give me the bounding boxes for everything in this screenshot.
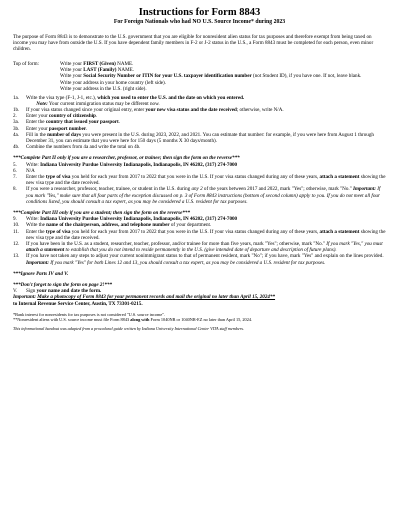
text-run: Write your	[60, 73, 84, 80]
footnote-2-pre: **Nonresident aliens with U.S. source income must file Form 8843	[13, 317, 131, 323]
item-number: 3a.	[13, 119, 20, 126]
instruction-item	[13, 144, 386, 150]
item-text	[26, 144, 386, 150]
item-text	[26, 132, 386, 144]
text-run: If you have been in the U.S. as a student, researcher, teacher, professor, and/or trainee for more than five years, mark "Yes"; otherwise, mark "No."	[26, 241, 327, 248]
sign-reminder: ***Don't forget to sign the form on page 2!***	[13, 282, 113, 289]
item-number: 2.	[13, 113, 17, 120]
text-run: NAME.	[116, 67, 134, 73]
text-run: .	[95, 113, 98, 120]
text-run: any 2	[191, 186, 203, 193]
text-run: Indiana University Purdue University Indianapolis, Indianapolis, IN 46202, (317) 274-7000	[40, 216, 238, 223]
text-run: you held for each year from 2017 to 2022 that you were in the U.S. If your visa status changed during any of these years,	[70, 228, 320, 235]
item-bold: your name and date the form.	[36, 288, 102, 295]
top-of-form-line	[60, 86, 386, 92]
item-number: 12.	[13, 241, 20, 248]
item-number: V.	[13, 288, 18, 295]
irs-address: to Internal Revenue Service Center, Austin, TX 73301-0215.	[13, 300, 143, 307]
text-run: LAST (Family)	[83, 67, 117, 73]
text-run: which you used to enter the U.S. and the date on which you entered.	[97, 94, 245, 101]
text-run: Write your address in your home country (left side).	[60, 79, 167, 86]
instruction-item	[13, 241, 386, 253]
top-of-form-line	[60, 73, 386, 79]
text-run: Fill in the	[26, 131, 48, 138]
text-run	[26, 101, 36, 107]
footnote-1: *Bank interest for nonresidents for tax purposes is not considered "U.S. source income".	[13, 311, 166, 317]
text-run: Indiana University Purdue University Indianapolis, Indianapolis, IN 46202, (317) 274-7000	[40, 161, 238, 168]
text-run: Enter the	[26, 174, 46, 180]
text-run: Write the	[26, 222, 47, 229]
text-run: N/A	[26, 167, 35, 174]
text-run: showing the new visa type and the date received.	[26, 228, 386, 241]
instruction-item	[13, 253, 386, 265]
text-run: If your visa status changed since your original entry, enter	[26, 106, 146, 113]
closing-note: This informational handout was adapted from a procedural guide written by Indiana University International Center VITA staff members.	[13, 326, 244, 332]
text-run: of the years between 2017 and 2022, mark "Yes"; otherwise, mark "No."	[202, 186, 354, 193]
instruction-item	[13, 229, 386, 241]
important-text: Make a photocopy of Form 8843 for your permanent records and mail the original no later than April 15, 2024**	[37, 294, 276, 301]
footnote-2-bold: along with	[130, 317, 150, 323]
text-run: Enter your	[26, 113, 49, 120]
ignore-note: ***Ignore Parts IV and V.	[13, 270, 69, 277]
text-run: Write the visa type (F-1, J-1, etc.),	[26, 94, 98, 101]
footnote-2	[13, 317, 386, 322]
top-of-form-label: Top of form:	[13, 60, 39, 67]
top-of-form-line	[60, 61, 386, 67]
important-label: Important:	[13, 294, 36, 301]
text-run: attach a statement	[26, 247, 65, 254]
item-number: 1b.	[13, 106, 20, 113]
item-number: 6.	[13, 167, 17, 174]
item-text	[26, 253, 386, 265]
item-number: 4b.	[13, 144, 20, 151]
page-subtitle: For Foreign Nationals who had NO U.S. Source Income* during 2023	[113, 19, 286, 25]
text-run: .	[118, 119, 121, 126]
text-run: If you mark "Yes," you must	[326, 241, 383, 248]
text-run: attach a statement	[319, 228, 360, 235]
text-run: .	[86, 125, 88, 132]
item-text	[26, 229, 386, 241]
text-run: attach a statement	[319, 174, 360, 180]
text-run: Write your	[60, 67, 84, 73]
item-number: 3b.	[13, 125, 20, 132]
text-run: passport number	[48, 125, 87, 132]
part1-items	[13, 95, 386, 151]
text-run: Combine the numbers from 4a and write the total on 4b.	[26, 144, 141, 151]
text-run: of your department.	[169, 222, 212, 229]
text-run: Enter your	[26, 125, 49, 132]
text-run: FIRST (Given)	[83, 60, 116, 67]
text-run: If you were a researcher, professor, teacher, trainee, or student in the U.S. during	[26, 186, 192, 193]
instruction-item	[13, 174, 386, 186]
item-text	[26, 95, 386, 107]
part3-heading: ***Complete Part III only if you are a student; then sign the form on the reverse***	[13, 210, 191, 217]
item-number: 10.	[13, 222, 20, 229]
item-number: 9.	[13, 216, 17, 223]
text-run: Note:	[36, 100, 48, 107]
text-run: Your current immigration status may be different now.	[47, 100, 160, 107]
text-run: country that issued your passport	[45, 119, 119, 126]
text-run: Write your address in the U.S. (right side).	[60, 86, 147, 93]
text-run: If you mark "Yes," make sure that all four parts of the exception discussed on p. 3 of Form 8843 instructions (bottom of second column) apply to you. If you do not meet all four conditions listed, you should consult a tax expert, as you may be considered a U.S. resident for tax purposes.	[26, 186, 381, 205]
part3-items	[13, 216, 386, 266]
text-run: If you have not taken any steps to adjust your current nonimmigrant status to that of permanent resident, mark "No"; if you have, mark "Yes" and explain on the lines provided.	[26, 253, 384, 260]
text-run: type of visa	[45, 174, 71, 180]
text-run: country of citizenship	[48, 113, 96, 120]
item-number: 11.	[13, 228, 20, 235]
item-number: 8.	[13, 186, 17, 193]
instruction-item	[13, 186, 386, 205]
item-text	[26, 241, 386, 253]
instruction-item	[13, 95, 386, 107]
text-run: number of days	[47, 131, 81, 138]
part2-heading: ***Complete Part II only if you are a researcher, professor, or trainee; then sign the form on the reverse***	[13, 155, 240, 162]
item-number: 5.	[13, 161, 17, 168]
part2-items	[13, 162, 386, 205]
text-run: type of visa	[45, 228, 71, 235]
text-run: you were present in the U.S. during 2023, 2022, and 2021. You can estimate that number: for example, if you were here from August 1 through December 31, you can estimate that you were here for 150 days (5 months X 30 days/month).	[26, 131, 374, 144]
item-text	[26, 174, 386, 186]
text-run: If you mark "Yes" for both Lines 12 and 13, you should consult a tax expert, as you may be considered a U.S. resident for tax purposes.	[48, 259, 326, 266]
item-number: 1a.	[13, 94, 20, 101]
text-run: Write:	[26, 216, 41, 223]
item-number: 4a.	[13, 131, 20, 138]
text-run: ; otherwise, write N/A.	[236, 106, 284, 113]
top-of-form-section	[13, 61, 386, 93]
text-run: your new visa status and the date received	[145, 106, 237, 113]
item-number: 13.	[13, 253, 20, 260]
footnote-2-post: Form 1040NR or 1040NR-EZ no later than April 15, 2024.	[149, 317, 253, 323]
text-run: Social Security Number or ITIN for your U.S. taxpayer identification number	[83, 73, 252, 80]
top-of-form-lines	[60, 61, 386, 93]
text-run: Important:	[26, 259, 49, 266]
purpose-paragraph: The purpose of Form 8843 is to demonstrate to the U.S. government that you are eligible for nonresident alien status for tax purposes and therefore exempt from being taxed on income you may have from outside the U.S. If you have dependent family members in F-2 or J-2 status in the U.S., a Form 8843 must be completed for each person, even minor children.	[13, 34, 374, 53]
text-run: Enter the	[26, 119, 46, 126]
item-text	[26, 186, 386, 205]
text-run: name of the chairperson, address, and telephone number	[46, 222, 170, 229]
instruction-item	[13, 132, 386, 144]
text-run: Important:	[353, 186, 376, 193]
text-run: (not Student ID), if you have one. If not, leave blank.	[251, 73, 362, 80]
text-run: you held for each year from 2017 to 2022 that you were in the U.S. If your visa status changed during any of these years,	[70, 174, 320, 180]
item-text: Sign	[26, 288, 37, 295]
text-run: Write your	[60, 60, 84, 67]
page-title: Instructions for Form 8843	[138, 7, 261, 18]
text-run: to establish that you do not intend to reside permanently in the U.S. (give intended date of departure and description of future plans).	[64, 247, 337, 254]
item-number: 7.	[13, 174, 17, 180]
text-run: Enter the	[26, 228, 46, 235]
text-run: Write:	[26, 161, 41, 168]
text-run: NAME.	[115, 60, 134, 67]
text-run: showing the new visa type and the date received.	[26, 174, 386, 187]
